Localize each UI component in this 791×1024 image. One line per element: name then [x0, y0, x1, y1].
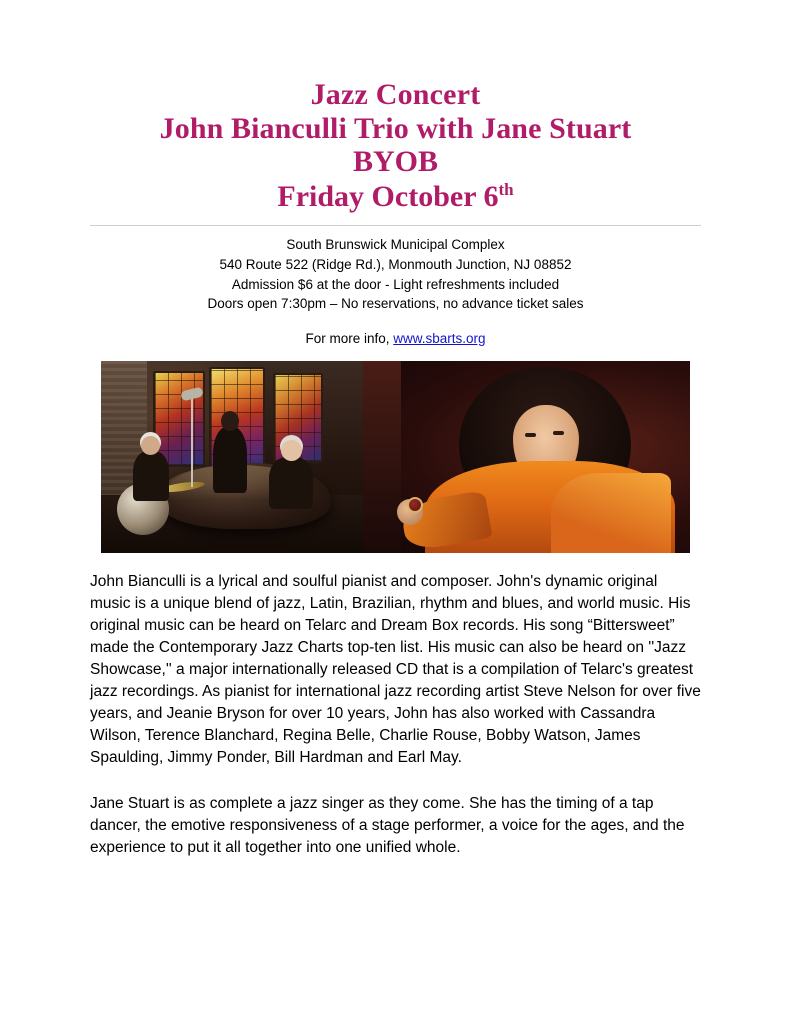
musician-head — [281, 440, 302, 461]
singer-eye — [525, 433, 536, 437]
flyer-title-block — [90, 0, 701, 213]
musician-head — [221, 411, 239, 431]
admission-info: Admission $6 at the door - Light refreshments included — [231, 276, 560, 292]
photo-row — [90, 361, 701, 553]
venue-address: 540 Route 522 (Ridge Rd.), Monmouth Junction, NJ 08852 — [219, 256, 572, 272]
more-info-prefix: For more info, — [305, 330, 394, 346]
date-title-text: Friday October 6 — [277, 179, 499, 213]
singer-eye — [553, 431, 564, 435]
doors-info: Doors open 7:30pm – No reservations, no advance ticket sales — [207, 296, 584, 312]
more-info-line — [90, 331, 701, 346]
date-title — [90, 180, 701, 214]
date-ordinal-suffix: th — [498, 179, 514, 199]
biography-section — [90, 571, 701, 859]
musician-head — [141, 436, 160, 455]
musician-figure — [213, 427, 247, 493]
jane-stuart-singer-photo — [363, 361, 690, 553]
jazz-trio-performance-photo — [101, 361, 363, 553]
singer-ring — [407, 497, 423, 513]
bio-paragraph-stuart: Jane Stuart is as complete a jazz singer as they come. She has the timing of a tap dancer, the emotive responsiveness of a stage performer, a voice for the ages, and the experience to put it all together into one unified whole. — [90, 794, 685, 856]
website-link[interactable]: www.sbarts.org — [393, 330, 486, 346]
singer-scarf — [551, 473, 671, 553]
page-title: Jazz Concert — [310, 78, 481, 111]
microphone-stand — [191, 395, 193, 487]
header-divider — [90, 225, 701, 226]
photo-side-panel — [363, 361, 401, 553]
venue-details — [90, 235, 701, 313]
performers-title: John Bianculli Trio with Jane Stuart — [159, 111, 632, 145]
glass-leading — [155, 373, 203, 465]
musician-figure — [269, 457, 313, 509]
venue-name: South Brunswick Municipal Complex — [286, 237, 505, 253]
byob-title: BYOB — [352, 145, 439, 179]
bio-paragraph-bianculli: John Bianculli is a lyrical and soulful pianist and composer. John's dynamic original music is a unique blend of jazz, Latin, Brazilian, rhythm and blues, and world music. His original music can be heard on Telarc and Dream Box records. His song “Bittersweet” made the Contemporary Jazz Charts top-ten list. His music can also be heard on ''Jazz Showcase,'' a major internationally released CD that is a compilation of Telarc's greatest jazz recordings. As pianist for international jazz recording artist Steve Nelson for over five years, and Jeanie Bryson for over 10 years, John has also worked with Cassandra Wilson, Terence Blanchard, Regina Belle, Charlie Rouse, Bobby Watson, James Spaulding, Jimmy Ponder, Bill Hardman and Earl May. — [90, 572, 701, 766]
musician-figure — [133, 451, 169, 501]
